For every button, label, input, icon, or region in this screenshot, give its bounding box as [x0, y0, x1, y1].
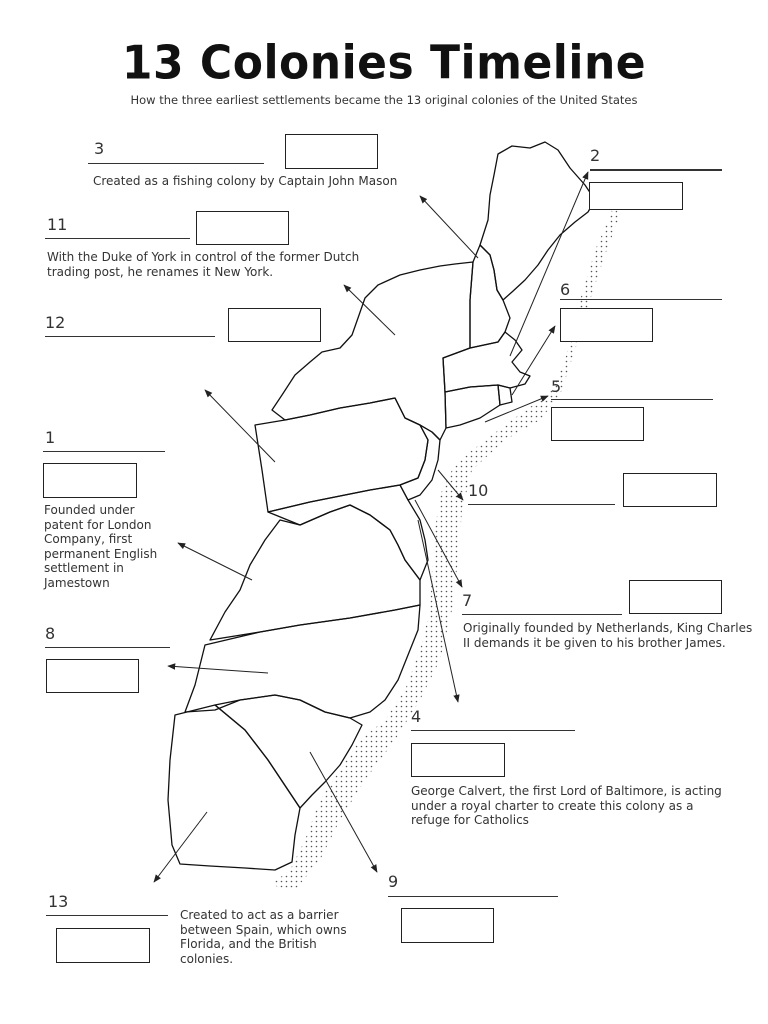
entry-1-number: 1 [45, 428, 56, 447]
entry-11-description: With the Duke of York in control of the former Dutch trading post, he renames it New York. [47, 250, 360, 279]
entry-13-number: 13 [48, 892, 69, 911]
entry-3-description: Created as a fishing colony by Captain John Mason [93, 174, 398, 188]
arrow-12 [205, 390, 275, 462]
entry-4-description: George Calvert, the first Lord of Baltimore, is acting under a royal charter to create this colony as a refuge for Catholics [411, 784, 722, 827]
entry-7-number: 7 [462, 591, 473, 610]
worksheet-subtitle: How the three earliest settlements became the 13 original colonies of the United States [130, 93, 638, 107]
maine-outline [480, 142, 595, 300]
entry-12-number: 12 [45, 313, 66, 332]
virginia-outline [210, 505, 420, 640]
entry-6-date-box[interactable] [560, 308, 653, 342]
entry-12-answer-line[interactable] [45, 336, 215, 337]
entry-4-answer-line[interactable] [411, 730, 575, 731]
pennsylvania-outline [255, 398, 428, 512]
entry-10-date-box[interactable] [623, 473, 717, 507]
new-jersey-outline [400, 425, 440, 500]
entry-13-date-box[interactable] [56, 928, 150, 963]
arrow-8 [168, 666, 268, 673]
entry-8-answer-line[interactable] [45, 647, 170, 648]
entry-2-answer-line[interactable] [590, 169, 722, 171]
entry-1-answer-line[interactable] [43, 451, 165, 452]
connecticut-outline [445, 385, 500, 428]
entry-9-answer-line[interactable] [388, 896, 558, 897]
massachusetts-outline [443, 332, 530, 392]
entry-8-date-box[interactable] [46, 659, 139, 693]
georgia-outline [168, 705, 300, 870]
entry-7-answer-line[interactable] [462, 614, 622, 615]
arrow-11 [344, 285, 395, 335]
entry-7-description: Originally founded by Netherlands, King Charles II demands it be given to his brother James. [463, 621, 753, 650]
arrow-1 [178, 543, 252, 580]
maryland-outline [268, 485, 428, 580]
entry-3-number: 3 [94, 139, 105, 158]
entry-1-date-box[interactable] [43, 463, 137, 498]
worksheet-title: 13 Colonies Timeline [121, 36, 647, 91]
entry-9-date-box[interactable] [401, 908, 494, 943]
entry-6-answer-line[interactable] [560, 299, 722, 300]
entry-13-answer-line[interactable] [46, 915, 168, 916]
arrow-3 [420, 196, 478, 258]
entry-2-date-box[interactable] [589, 182, 683, 210]
new-york-outline [272, 262, 473, 440]
entry-11-date-box[interactable] [196, 211, 289, 245]
entry-11-number: 11 [47, 215, 68, 234]
entry-7-date-box[interactable] [629, 580, 722, 614]
entry-3-date-box[interactable] [285, 134, 378, 169]
entry-11-answer-line[interactable] [45, 238, 190, 239]
entry-3-answer-line[interactable] [88, 163, 264, 164]
entry-10-answer-line[interactable] [468, 504, 615, 505]
entry-2-number: 2 [590, 146, 601, 165]
entry-5-answer-line[interactable] [551, 399, 713, 400]
rhode-island-outline [498, 385, 512, 405]
entry-6-number: 6 [560, 280, 571, 299]
entry-4-number: 4 [411, 707, 422, 726]
arrow-13 [154, 812, 207, 882]
entry-12-date-box[interactable] [228, 308, 321, 342]
entry-1-description: Founded under patent for London Company, first permanent English settlement in Jamestown [44, 503, 158, 590]
entry-9-number: 9 [388, 872, 399, 891]
entry-4-date-box[interactable] [411, 743, 505, 777]
entry-5-date-box[interactable] [551, 407, 644, 441]
entry-8-number: 8 [45, 624, 56, 643]
entry-10-number: 10 [468, 481, 489, 500]
entry-13-description: Created to act as a barrier between Spain, which owns Florida, and the British colonies. [180, 908, 347, 966]
entry-5-number: 5 [551, 377, 562, 396]
